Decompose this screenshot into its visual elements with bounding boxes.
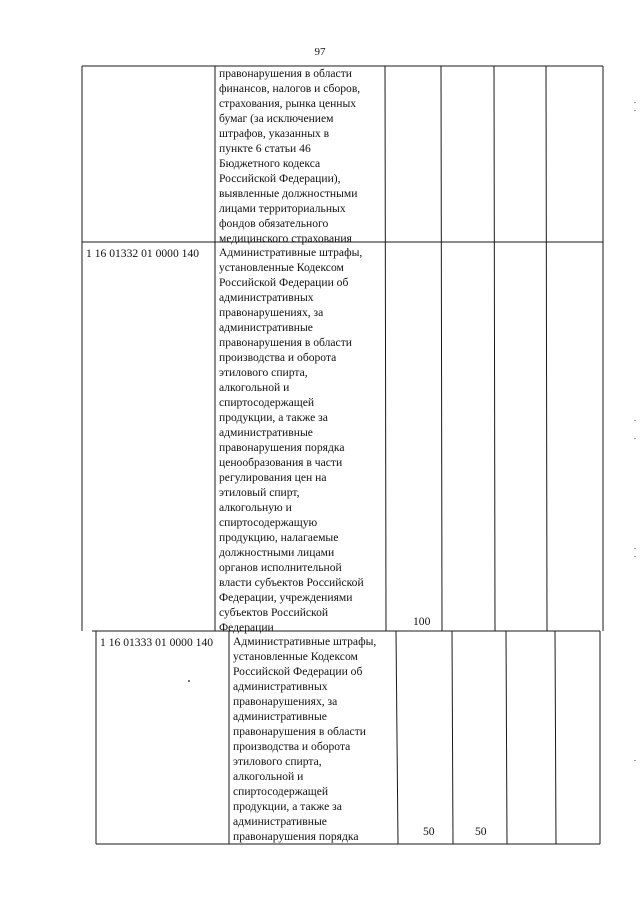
column-divider bbox=[494, 66, 495, 631]
row-1-description: правонарушения в области финансов, налогов и сборов, страхования, рынка ценных бумаг (за исключением штрафов, указанных в пункте 6 статьи 46 Бюджетного кодекса Российской Федерации), выявленные должностными лицами территориальных фондов обязательного медицинского страхования bbox=[219, 67, 361, 245]
row-2-description: Административные штрафы, установленные Кодексом Российской Федерации об административных правонарушениях, за административные правонарушения в области производства и оборота этилового спирта, алкогольной и спиртосодержащей продукции, а также за административные правонарушения порядка ценообразования в части регулирования цен на этиловый спирт, алкогольную и спиртосодержащую продукцию, налагаемые должностными лицами органов исполнительной власти субъектов Российской Федерации, учреждениями субъектов Российской Федерации bbox=[219, 246, 364, 634]
column-divider bbox=[555, 631, 556, 844]
scan-edge-mark bbox=[634, 760, 636, 761]
row-3-code: 1 16 01333 01 0000 140 bbox=[100, 636, 214, 649]
page-number: 97 bbox=[314, 46, 326, 58]
scan-edge-mark bbox=[634, 420, 636, 421]
row-3-value-1: 50 bbox=[423, 825, 435, 838]
scan-edge-mark bbox=[634, 556, 636, 557]
scan-edge-mark bbox=[634, 102, 636, 103]
row-2-code: 1 16 01332 01 0000 140 bbox=[86, 247, 200, 260]
scan-edge-mark bbox=[634, 438, 636, 439]
row-2-value-1: 100 bbox=[413, 615, 431, 628]
row-3-description: Административные штрафы, установленные Кодексом Российской Федерации об административных правонарушениях, за административные правонарушения в области производства и оборота этилового спирта, алкогольной и спиртосодержащей продукции, а также за административные правонарушения порядка bbox=[233, 635, 377, 843]
scan-speck bbox=[188, 680, 190, 682]
column-divider bbox=[452, 631, 453, 844]
column-divider bbox=[441, 66, 442, 631]
scan-edge-mark bbox=[634, 548, 636, 549]
scan-edge-mark bbox=[634, 110, 636, 111]
column-divider bbox=[506, 631, 507, 844]
row-3-value-2: 50 bbox=[475, 825, 487, 838]
column-divider bbox=[546, 66, 547, 631]
